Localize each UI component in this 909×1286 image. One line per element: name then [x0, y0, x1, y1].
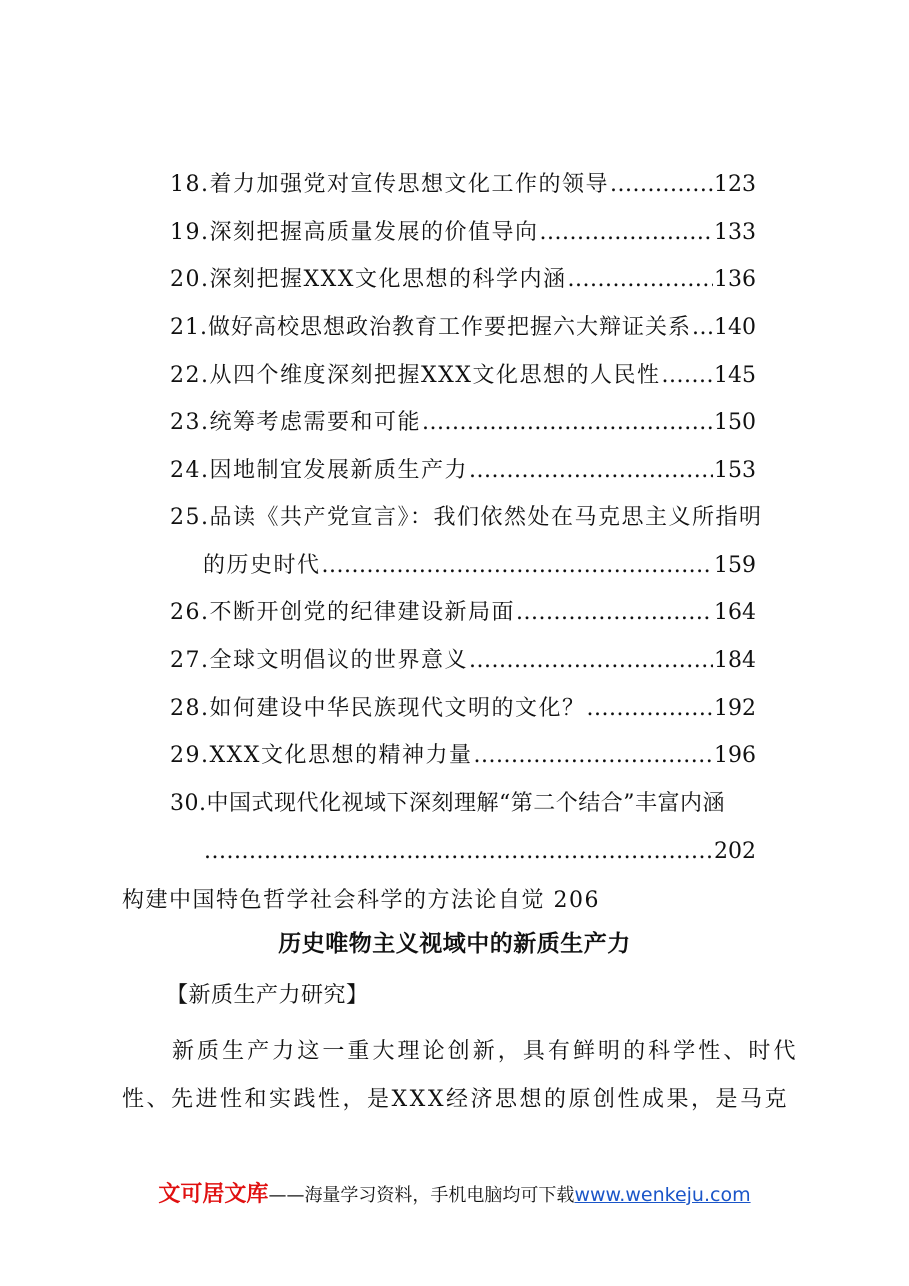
dot-leader	[322, 551, 713, 581]
toc-entry[interactable]	[170, 503, 763, 581]
dot-leader	[567, 265, 713, 295]
toc-entry[interactable]	[170, 646, 756, 676]
toc-entry-title: 24.因地制宜发展新质生产力	[170, 458, 468, 483]
dot-leader	[469, 456, 713, 486]
toc-entry[interactable]	[170, 456, 756, 486]
toc-entry-title: 27.全球文明倡议的世界意义	[170, 648, 468, 673]
toc-entry-title: 30.中国式现代化视域下深刻理解“第二个结合”丰富内涵	[170, 791, 725, 816]
toc-entry-page: 123	[714, 172, 756, 197]
footer-link[interactable]: www.wenkeju.com	[574, 1184, 751, 1206]
toc-entry-page: 153	[714, 458, 756, 483]
body-paragraph: 新质生产力这一重大理论创新，具有鲜明的科学性、时代性、先进性和实践性，是XXX经济思想的原创性成果，是马克	[122, 1039, 798, 1112]
footer	[0, 1180, 909, 1211]
toc-entry[interactable]	[170, 218, 756, 248]
toc-entry-continuation: 的历史时代	[203, 553, 321, 578]
article-title: 历史唯物主义视域中的新质生产力	[278, 930, 631, 957]
toc-entry-title: 21.做好高校思想政治教育工作要把握六大辩证关系	[170, 315, 691, 340]
toc-entry[interactable]	[170, 170, 756, 200]
toc-entry-title: 19.深刻把握高质量发展的价值导向	[170, 220, 539, 245]
toc-entry-page: 196	[714, 743, 756, 768]
toc-entry-title: 26.不断开创党的纪律建设新局面	[170, 600, 515, 625]
toc-entry-page: 159	[714, 553, 756, 578]
toc-entry-title: 20.深刻把握XXX文化思想的科学内涵	[170, 267, 567, 292]
toc-entry-page: 145	[714, 363, 756, 388]
toc-entry-title: 28.如何建设中华民族现代文明的文化？	[170, 696, 586, 721]
dot-leader	[204, 837, 713, 867]
toc-entry[interactable]	[170, 361, 756, 391]
toc-entry-page: 184	[714, 648, 756, 673]
dot-leader	[587, 694, 714, 724]
toc-entry-title: 25.品读《共产党宣言》：我们依然处在马克思主义所指明	[170, 505, 763, 530]
dot-leader	[692, 313, 713, 343]
dot-leader	[422, 408, 713, 438]
toc-entry-page: 150	[714, 410, 756, 435]
toc-entry-title: 29.XXX文化思想的精神力量	[170, 743, 473, 768]
dot-leader	[610, 170, 713, 200]
toc-entry-page: 202	[714, 839, 756, 864]
toc-entry[interactable]	[170, 694, 756, 724]
toc-entry[interactable]	[170, 408, 756, 438]
toc-plain-entry[interactable]: 构建中国特色哲学社会科学的方法论自觉 206	[122, 888, 600, 913]
toc-entry[interactable]	[170, 265, 756, 295]
toc-entry[interactable]	[170, 598, 756, 628]
footer-slogan: ——海量学习资料，手机电脑均可下载	[268, 1185, 575, 1206]
toc-entry-page: 192	[714, 696, 756, 721]
toc-entry-title: 23.统筹考虑需要和可能	[170, 410, 421, 435]
dot-leader	[661, 361, 713, 391]
toc-entry-page: 133	[714, 220, 756, 245]
toc-entry[interactable]	[170, 741, 756, 771]
toc-entry-page: 136	[714, 267, 756, 292]
section-tag: 【新质生产力研究】	[166, 983, 369, 1008]
dot-leader	[516, 598, 713, 628]
dot-leader	[473, 741, 713, 771]
toc-entry-title: 22.从四个维度深刻把握XXX文化思想的人民性	[170, 363, 661, 388]
toc-entry-page: 164	[714, 600, 756, 625]
dot-leader	[469, 646, 713, 676]
footer-brand: 文可居文库	[158, 1182, 269, 1207]
toc-entry-page: 140	[714, 315, 756, 340]
toc-entry-title: 18.着力加强党对宣传思想文化工作的领导	[170, 172, 609, 197]
toc-entry[interactable]	[170, 789, 756, 867]
dot-leader	[540, 218, 714, 248]
toc-entry[interactable]	[170, 313, 756, 343]
